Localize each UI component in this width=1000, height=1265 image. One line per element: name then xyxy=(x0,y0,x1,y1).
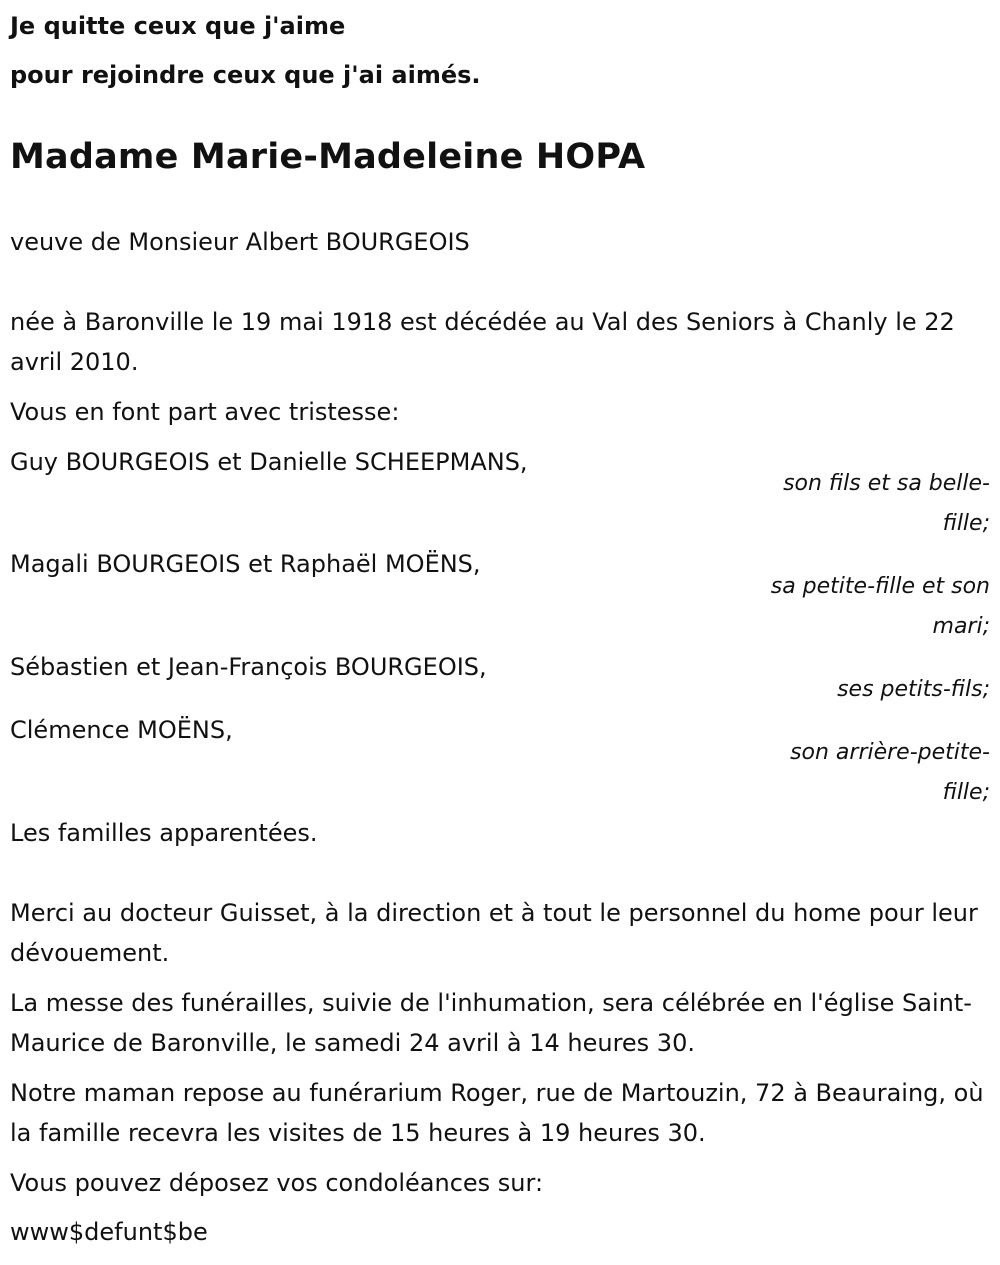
family-member-relation: ses petits-fils; xyxy=(837,677,990,702)
funeral-mass-text: La messe des funérailles, suivie de l'inhumation, sera célébrée en l'église Saint-Maurice de Baronville, le samedi 24 avril à 14 heures 30. xyxy=(10,989,972,1057)
condolences-intro: Vous pouvez déposez vos condoléances sur: xyxy=(10,1169,544,1197)
family-member-name: Clémence MOËNS, xyxy=(10,716,233,744)
epigraph-line-1: Je quitte ceux que j'aime xyxy=(10,12,346,40)
family-member-relation: son fils et sa belle-fille; xyxy=(783,471,990,536)
family-member-relation: son arrière-petite-fille; xyxy=(790,740,990,805)
family-member-name: Magali BOURGEOIS et Raphaël MOËNS, xyxy=(10,550,481,578)
condolences-website: www$defunt$be xyxy=(10,1218,208,1246)
family-member-name: Guy BOURGEOIS et Danielle SCHEEPMANS, xyxy=(10,448,528,476)
family-member-relation: sa petite-fille et son mari; xyxy=(770,574,990,639)
announcement-intro: Vous en font part avec tristesse: xyxy=(10,398,400,426)
epigraph-line-2: pour rejoindre ceux que j'ai aimés. xyxy=(10,61,481,89)
widow-of-text: veuve de Monsieur Albert BOURGEOIS xyxy=(10,228,470,256)
deceased-name: Madame Marie-Madeleine HOPA xyxy=(10,137,646,177)
funerarium-text: Notre maman repose au funérarium Roger, rue de Martouzin, 72 à Beauraing, où la famille recevra les visites de 15 heures à 19 heures 30. xyxy=(10,1079,984,1147)
birth-death-text: née à Baronville le 19 mai 1918 est décédée au Val des Seniors à Chanly le 22 avril 2010. xyxy=(10,308,955,376)
family-member-name: Sébastien et Jean-François BOURGEOIS, xyxy=(10,653,487,681)
related-families-text: Les familles apparentées. xyxy=(10,819,318,847)
thanks-text: Merci au docteur Guisset, à la direction et à tout le personnel du home pour leur dévouement. xyxy=(10,899,978,967)
